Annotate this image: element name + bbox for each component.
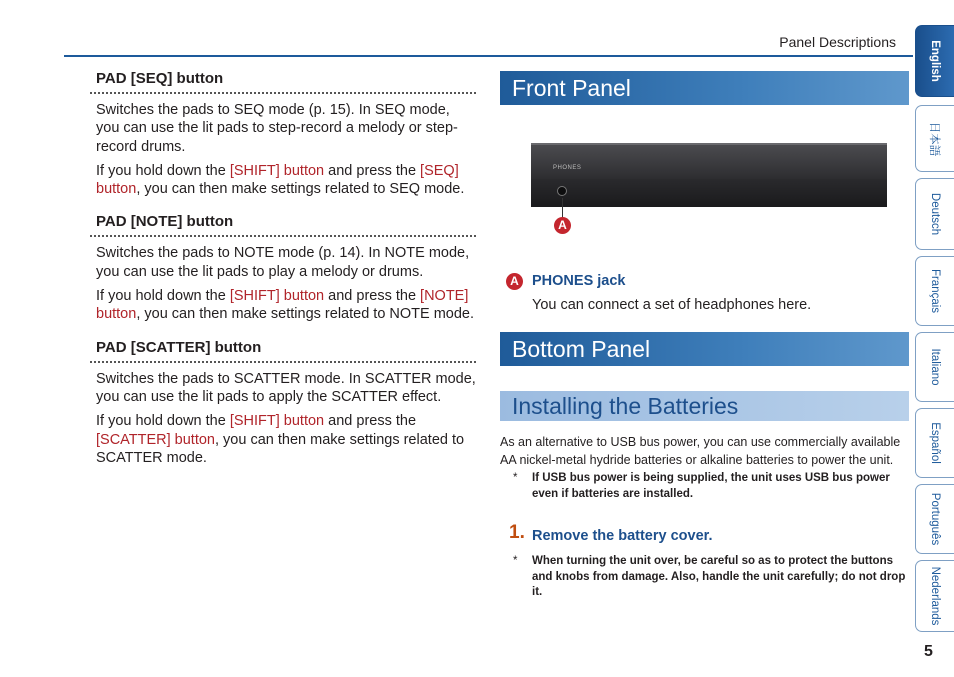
callout-a-badge: A (554, 217, 571, 234)
device-front-edge (531, 179, 887, 207)
tab-label: 日本語 (928, 121, 940, 156)
tab-label: Deutsch (929, 192, 941, 236)
tab-espanol[interactable] (915, 408, 954, 478)
tab-label: Português (929, 492, 941, 546)
phones-jack-desc: You can connect a set of headphones here. (532, 297, 812, 313)
handling-note (513, 554, 909, 601)
note-asterisk: * (513, 555, 518, 567)
running-header: Panel Descriptions (779, 34, 896, 50)
tab-portugues[interactable] (915, 484, 954, 554)
bottom-panel-heading: Bottom Panel (500, 332, 909, 366)
tab-label: Español (929, 422, 941, 464)
page-number: 5 (924, 643, 933, 660)
front-panel-heading: Front Panel (500, 71, 909, 105)
text: , you can then make settings related to SEQ mode. (136, 181, 465, 198)
seq-button-ref: [SEQ] button (96, 162, 459, 198)
tab-label: Italiano (929, 348, 941, 386)
pad-note-section (96, 213, 476, 323)
tab-label: Nederlands (929, 566, 941, 626)
tab-label: English (929, 40, 941, 82)
step-number: 1. (509, 522, 525, 543)
pad-seq-section (96, 70, 476, 198)
pad-seq-shift-desc (96, 162, 476, 199)
handling-note-text: When turning the unit over, be careful so as to protect the buttons and knobs from damage. Also, handle the unit carefully; do not drop it. (532, 555, 906, 598)
tab-deutsch[interactable] (915, 178, 954, 250)
pad-note-shift-desc (96, 287, 476, 324)
tab-francais[interactable] (915, 256, 954, 326)
tab-label: Français (929, 268, 941, 314)
left-column (96, 70, 476, 482)
text: and press the (324, 288, 421, 305)
header-rule (64, 55, 913, 57)
text: and press the (324, 413, 417, 430)
note-asterisk: * (513, 472, 518, 484)
device-phones-label: PHONES (553, 165, 582, 171)
scatter-button-ref: [SCATTER] button (96, 431, 215, 448)
device-front-illustration (531, 143, 887, 207)
text: If you hold down the (96, 162, 230, 179)
pad-scatter-shift-desc (96, 412, 476, 467)
text: If you hold down the (96, 288, 230, 305)
tab-english[interactable] (915, 25, 954, 97)
usb-power-note-text: If USB bus power is being supplied, the unit uses USB bus power even if batteries are installed. (532, 472, 890, 500)
shift-button-ref: [SHIFT] button (229, 288, 325, 305)
pad-scatter-heading: PAD [SCATTER] button (96, 339, 476, 360)
text: and press the (324, 162, 421, 179)
phones-jack-icon (557, 186, 567, 196)
installing-batteries-heading: Installing the Batteries (500, 391, 909, 421)
device-top-surface (531, 143, 887, 179)
phones-jack-title: PHONES jack (532, 273, 626, 289)
text: , you can then make settings related to SCATTER mode. (96, 431, 465, 466)
pad-seq-desc: Switches the pads to SEQ mode (p. 15). In SEQ mode, you can use the lit pads to step-record a melody or step-record drums. (96, 102, 458, 155)
text: If you hold down the (96, 413, 230, 430)
shift-button-ref: [SHIFT] button (229, 162, 325, 179)
callout-line (562, 198, 563, 218)
shift-button-ref: [SHIFT] button (229, 413, 325, 430)
usb-power-note (513, 471, 909, 502)
step-remove-cover: Remove the battery cover. (532, 528, 713, 544)
pad-note-desc: Switches the pads to NOTE mode (p. 14). In NOTE mode, you can use the lit pads to play a melody or drums. (96, 245, 470, 280)
pad-scatter-section (96, 339, 476, 467)
pad-seq-heading: PAD [SEQ] button (96, 70, 476, 91)
tab-japanese[interactable] (915, 105, 954, 172)
pad-scatter-desc: Switches the pads to SCATTER mode. In SCATTER mode, you can use the lit pads to apply the SCATTER effect. (96, 370, 476, 405)
pad-note-heading: PAD [NOTE] button (96, 213, 476, 234)
install-intro: As an alternative to USB bus power, you can use commercially available AA nickel-metal hydride batteries or alkaline batteries to power the unit. (500, 435, 901, 467)
tab-nederlands[interactable] (915, 560, 954, 632)
tab-italiano[interactable] (915, 332, 954, 402)
note-button-ref: [NOTE] button (96, 288, 469, 323)
phones-a-badge: A (506, 273, 523, 290)
text: , you can then make settings related to NOTE mode. (136, 306, 475, 323)
